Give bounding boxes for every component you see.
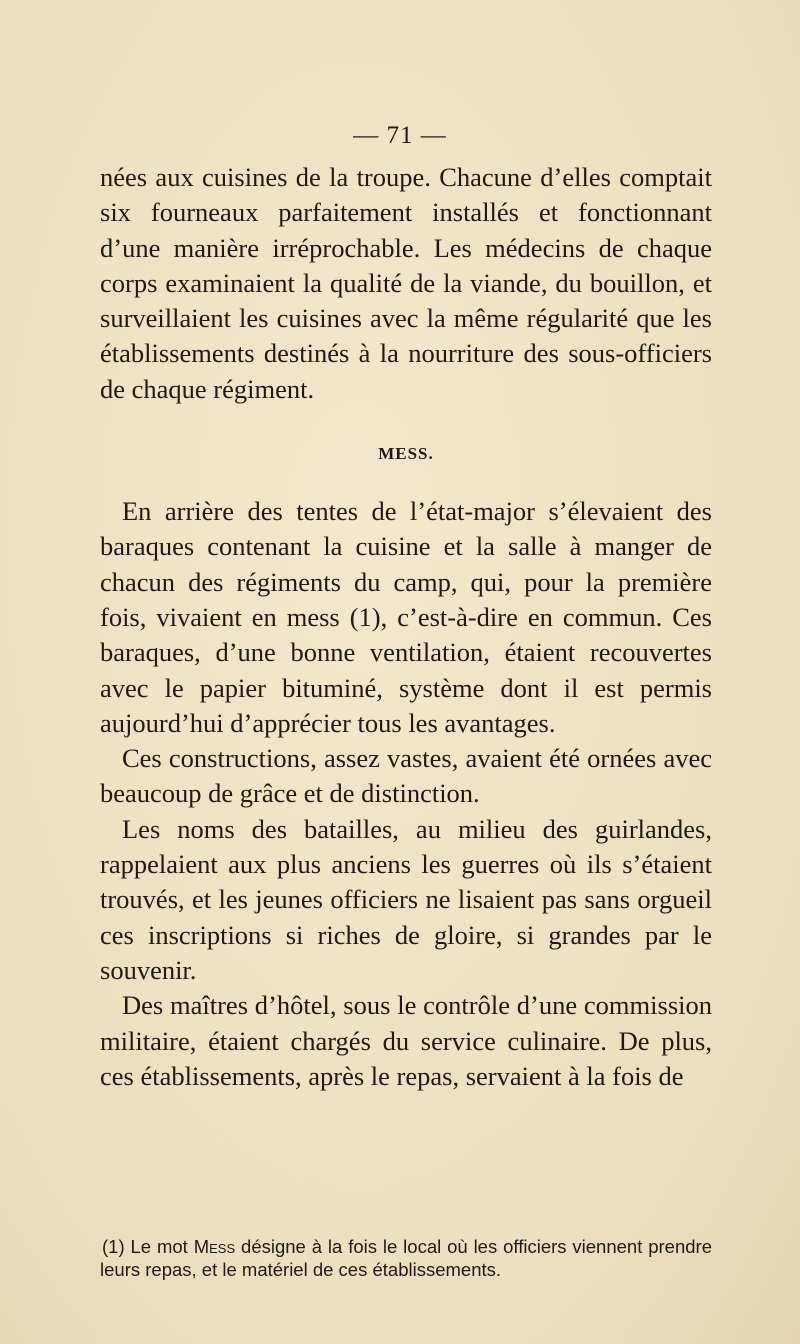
footnote-marker: (1) xyxy=(102,1236,125,1257)
section-title: MESS. xyxy=(378,444,434,464)
paragraph-battles: Les noms des batailles, au milieu des guirlandes, rappelaient aux plus anciens les guerres où ils s’étaient trouvés, et les jeunes officiers ne lisaient pas sans orgueil ces inscriptions si riches de gloire, si grandes par le souvenir. xyxy=(100,813,712,985)
page-body xyxy=(100,160,712,1094)
paragraph-mess-intro: En arrière des tentes de l’état-major s’élevaient des baraques contenant la cuisine et la salle à manger de chacun des régiments du camp, qui, pour la première fois, vivaient en mess (1), c’est-à-dire en commun. Ces baraques, d’une bonne ventilation, étaient recouvertes avec le papier bituminé, système dont il est permis aujourd’hui d’apprécier tous les avantages. xyxy=(100,496,712,738)
paragraph-maitres-hotel: Des maîtres d’hôtel, sous le contrôle d’une commission militaire, étaient chargés du service culinaire. De plus, ces établissements, après le repas, servaient à la fois de xyxy=(100,990,712,1091)
footnote xyxy=(100,1235,712,1281)
page-number: — 71 — xyxy=(353,122,447,149)
footnote-term: Mess xyxy=(193,1236,236,1257)
footnote-text: désigne à la fois le local où les officiers viennent prendre leurs repas, et le matériel de ces établissements. xyxy=(100,1236,713,1280)
paragraph-continuation: nées aux cuisines de la troupe. Chacune d’elles comptait six fourneaux parfaitement installés et fonctionnant d’une manière irréprochable. Les médecins de chaque corps examinaient la qualité de la viande, du bouillon, et surveillaient les cuisines avec la même régularité que les établissements destinés à la nourriture des sous-officiers de chaque régiment. xyxy=(100,162,712,404)
footnote-lead: Le mot xyxy=(130,1236,188,1257)
paragraph-constructions: Ces constructions, assez vastes, avaient été ornées avec beaucoup de grâce et de distinction. xyxy=(100,743,712,809)
